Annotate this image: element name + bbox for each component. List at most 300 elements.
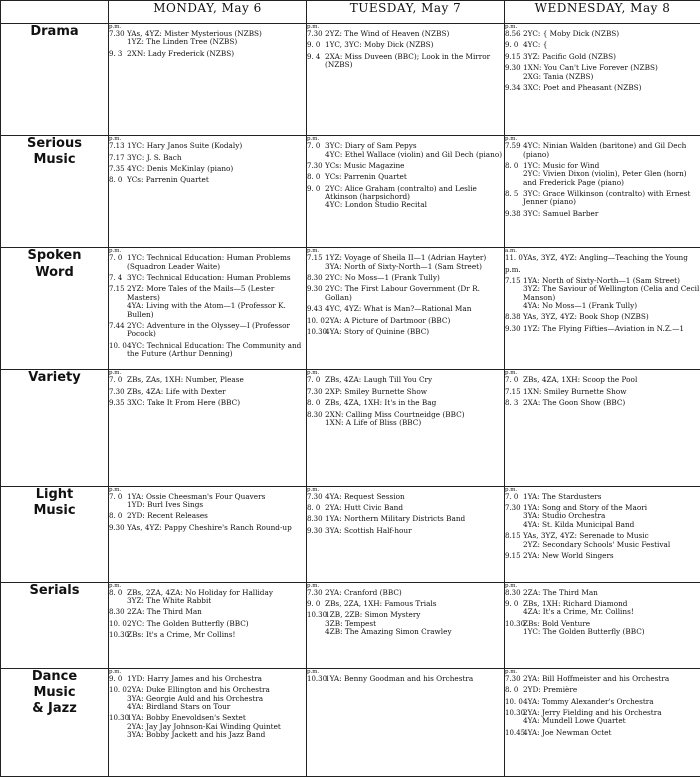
program-title: ZBs, 4ZA: Life with Dexter [127, 386, 226, 396]
program-title: 4YA: Story of Quinine (BBC) [325, 327, 430, 337]
category-label [1, 370, 109, 486]
program-title: YAs, 3YZ, 4YZ: Serenade to Music [523, 531, 649, 541]
program-entry [109, 285, 306, 302]
program-time [307, 419, 325, 427]
program-entry [307, 201, 504, 209]
program-time: 7.15 [307, 254, 323, 263]
program-entry [505, 30, 700, 38]
period-marker: p.m. [505, 24, 518, 30]
program-entry [307, 285, 504, 302]
program-entry [505, 698, 700, 706]
program-entry [307, 399, 504, 407]
program-entry [505, 717, 700, 725]
program-time: 7.15 [505, 387, 521, 396]
program-entry [109, 512, 306, 520]
program-title: 1YA: Bobby Enevoldsen's Sextet [127, 713, 246, 723]
program-time: 7.30 [505, 503, 521, 512]
program-time: 7.44 [109, 322, 125, 331]
program-entry [505, 628, 700, 636]
program-time [505, 628, 523, 636]
category-row [1, 136, 700, 248]
program-entry [505, 552, 700, 560]
program-entry [307, 173, 504, 181]
category-label [1, 136, 109, 248]
program-time [307, 628, 325, 636]
program-title: ZBs: Bold Venture [523, 618, 591, 628]
program-time: 8. 0 [307, 399, 321, 408]
program-time [109, 597, 127, 605]
program-time: 7. 0 [109, 376, 123, 385]
program-time [505, 541, 523, 549]
program-title: 1YZ: The Linden Tree (NZBS) [127, 37, 238, 47]
day-header-tuesday: TUESDAY, May 7 [307, 1, 505, 24]
program-title: 1XN: A Life of Bliss (BBC) [325, 418, 422, 427]
period-marker: p.m. [109, 370, 122, 377]
program-entry [505, 254, 700, 262]
schedule-cell-tuesday [307, 24, 505, 136]
program-title: 1YC, 3YC: Moby Dick (NZBS) [325, 40, 434, 50]
program-entry [109, 399, 306, 407]
program-title: 2XP: Smiley Burnette Show [325, 386, 428, 396]
category-label-line: Music [33, 685, 76, 701]
program-time: 9.30 [505, 64, 521, 73]
program-time: 9.30 [307, 526, 323, 535]
program-title: 3YZ: Pacific Gold (NZBS) [523, 51, 616, 61]
schedule-cell-monday [109, 136, 307, 248]
program-entry [307, 30, 504, 38]
program-time [505, 512, 523, 520]
period-marker: p.m. [505, 370, 518, 377]
program-title: ZBs, 4ZA, 1XH: It's in the Bag [325, 398, 437, 408]
program-time: 10.30 [109, 714, 130, 723]
program-title [523, 266, 700, 274]
program-title: 4ZB: The Amazing Simon Crawley [325, 627, 452, 637]
program-entry [109, 524, 306, 532]
program-time: 8.30 [109, 608, 125, 617]
program-entry [109, 597, 306, 605]
program-time: 8.15 [505, 532, 521, 541]
category-row [1, 668, 700, 776]
program-entry [505, 170, 700, 187]
program-time: 8. 0 [109, 512, 123, 521]
schedule-cell-wednesday [505, 582, 700, 668]
program-time: 8.30 [307, 515, 323, 524]
program-title: 2YA: Duke Ellington and his Orchestra [127, 685, 270, 695]
period-marker: p.m. [505, 486, 518, 493]
schedule-cell-wednesday [505, 668, 700, 776]
program-entry [109, 254, 306, 271]
program-entry [505, 675, 700, 683]
program-time [109, 302, 127, 319]
program-title: 4YA: Joe Newman Octet [523, 727, 612, 737]
program-time: 9.30 [109, 523, 125, 532]
program-entry [109, 376, 306, 384]
program-title: 2ZA: The Third Man [523, 587, 598, 597]
program-time [505, 521, 523, 529]
program-title: 1ZB, 2ZB: Simon Mystery [325, 610, 421, 620]
program-time: 8. 0 [505, 161, 519, 170]
program-title: 4YC: London Studio Recital [325, 200, 427, 210]
program-entry [109, 322, 306, 339]
program-entry [307, 263, 504, 271]
program-entry [505, 302, 700, 310]
program-title: 2YC: Vivien Dixon (violin), Peter Glen (horn) and Frederick Page (piano) [523, 169, 687, 187]
schedule-cell-monday [109, 582, 307, 668]
program-time: 8.56 [505, 30, 521, 38]
schedule-cell-wednesday [505, 248, 700, 370]
program-time: 7. 0 [109, 254, 123, 263]
program-title: 2YA: Bill Hoffmeister and his Orchestra [523, 673, 670, 683]
program-title: ZBs, 1XH: Richard Diamond [523, 599, 628, 609]
program-time: 10. 0 [109, 686, 127, 695]
category-label-line: Drama [30, 24, 79, 39]
program-entry [505, 521, 700, 529]
program-time: 7.15 [109, 285, 125, 294]
corner-cell [1, 1, 109, 24]
day-header-wednesday: WEDNESDAY, May 8 [505, 1, 700, 24]
program-title: 2ZA: The Third Man [127, 607, 202, 617]
period-marker: p.m. [307, 136, 320, 143]
program-entry [307, 504, 504, 512]
day-header-monday: MONDAY, May 6 [109, 1, 307, 24]
program-title: 2YC: { Moby Dick (NZBS) [523, 29, 620, 38]
category-label-line: Light [35, 486, 74, 502]
program-time: 7. 0 [307, 376, 321, 385]
category-row [1, 486, 700, 582]
program-entry [109, 154, 306, 162]
program-time: 9. 0 [307, 600, 321, 609]
period-marker: p.m. [505, 668, 518, 675]
program-time [505, 170, 523, 187]
program-time [505, 608, 523, 616]
program-time: 9.30 [505, 324, 521, 333]
program-time: 9.30 [307, 285, 323, 294]
program-title: 4YC: Ethel Wallace (violin) and Gil Dech (piano) [325, 149, 503, 159]
program-title: 3YA: Studio Orchestra [523, 511, 606, 521]
program-title: 4YA: Mundell Lowe Quartet [523, 716, 626, 726]
program-entry [109, 675, 306, 683]
program-time: 10.45 [505, 728, 526, 737]
program-entry [505, 608, 700, 616]
program-entry [505, 285, 700, 302]
program-title: 1YZ: Voyage of Sheila II—1 (Adrian Hayter) [325, 253, 487, 263]
program-title: 1YC: The Golden Butterfly (BBC) [523, 627, 645, 637]
program-title: 2YZ: More Tales of the Mails—5 (Lester Masters) [127, 284, 275, 302]
program-time: 7. 0 [505, 376, 519, 385]
category-label-line: Variety [28, 370, 81, 386]
program-entry [505, 210, 700, 218]
program-entry [505, 388, 700, 396]
program-entry [307, 419, 504, 427]
program-title: 2YD: Première [523, 685, 578, 695]
program-time [505, 285, 523, 302]
program-time: 7.30 [307, 588, 323, 597]
program-title: 2XN: Calling Miss Courtneidge (BBC) [325, 409, 465, 419]
category-label-line: Music [33, 152, 76, 168]
schedule-cell-tuesday [307, 582, 505, 668]
category-label [1, 668, 109, 776]
program-title: 2YC: Alice Graham (contralto) and Leslie Atkinson (harpsichord) [325, 183, 477, 202]
program-entry [307, 162, 504, 170]
program-time: 7. 0 [505, 492, 519, 501]
program-entry [307, 376, 504, 384]
program-title: 2XA: Miss Duveen (BBC); Look in the Mirror (NZBS) [325, 51, 491, 70]
program-title: ZBs, 4ZA: Laugh Till You Cry [325, 375, 433, 385]
program-time: 10.30 [505, 619, 526, 628]
program-title: 2YA: Hutt Civic Band [325, 502, 404, 512]
program-title: 3YA: Scottish Half-hour [325, 525, 412, 535]
program-entry [307, 305, 504, 313]
program-time: 10. 0 [505, 697, 523, 706]
category-row [1, 24, 700, 136]
program-entry [109, 302, 306, 319]
period-marker: a.m. [505, 248, 517, 255]
schedule-cell-monday [109, 370, 307, 486]
schedule-cell-tuesday [307, 668, 505, 776]
program-time [505, 302, 523, 310]
period-marker: p.m. [109, 582, 122, 589]
program-time: 10.30 [505, 708, 526, 717]
period-marker: p.m. [109, 24, 122, 30]
program-title: YCs: Parrenin Quartet [325, 172, 407, 182]
program-entry [307, 41, 504, 49]
category-row [1, 370, 700, 486]
program-entry [505, 376, 700, 384]
program-entry [109, 274, 306, 282]
program-entry [109, 501, 306, 509]
program-time: 7.15 [505, 276, 521, 285]
program-time: 8.30 [307, 410, 323, 419]
category-label-line: Music [33, 502, 76, 518]
category-label [1, 24, 109, 136]
schedule-cell-tuesday [307, 486, 505, 582]
program-title: 1YA: Song and Story of the Maori [523, 502, 648, 512]
program-title: ZBs, 2ZA, 4ZA: No Holiday for Halliday [127, 587, 273, 597]
program-entry [505, 686, 700, 694]
category-row [1, 248, 700, 370]
program-time: 10.30 [307, 328, 328, 337]
program-title: 1YA: The Stardusters [523, 491, 602, 501]
program-title: 4YA: St. Kilda Municipal Band [523, 519, 635, 529]
program-time: 7.13 [109, 142, 125, 151]
program-entry [307, 589, 504, 597]
program-entry [109, 176, 306, 184]
category-label [1, 486, 109, 582]
program-entry [307, 274, 504, 282]
program-entry [505, 589, 700, 597]
category-label-line: Dance [31, 668, 78, 684]
program-entry [505, 73, 700, 81]
program-title: 4YA: Tommy Alexander's Orchestra [523, 696, 654, 706]
program-entry [505, 313, 700, 321]
program-time: 8. 0 [307, 503, 321, 512]
program-entry [505, 41, 700, 49]
program-title: 3YC: Diary of Sam Pepys [325, 141, 417, 151]
program-title: YAs, 3YZ, 4YZ: Angling—Teaching the Young [523, 253, 688, 263]
program-entry [307, 388, 504, 396]
program-entry [109, 631, 306, 639]
program-time: 9.15 [505, 52, 521, 61]
program-title: 3XC: Poet and Pheasant (NZBS) [523, 82, 642, 92]
program-title: 3YA: North of Sixty-North—1 (Sam Street) [325, 261, 482, 271]
schedule-cell-tuesday [307, 248, 505, 370]
program-entry [109, 50, 306, 58]
program-title: 1YA: Ossie Cheesman's Four Quavers [127, 491, 266, 501]
program-time: 7.30 [307, 387, 323, 396]
category-label-line: & Jazz [32, 701, 77, 717]
program-entry [109, 620, 306, 628]
program-entry [307, 328, 504, 336]
schedule-body [1, 24, 700, 777]
program-time: 8. 0 [307, 173, 321, 182]
program-title: 1XN: You Can't Live Forever (NZBS) [523, 63, 658, 73]
program-time [109, 723, 127, 731]
program-title: 4YC, 4YZ: What is Man?—Rational Man [325, 304, 472, 314]
period-marker: p.m. [109, 668, 122, 675]
program-entry [505, 190, 700, 207]
period-marker: p.m. [505, 136, 518, 143]
category-label-line: Word [35, 264, 74, 280]
program-title: 4YA: No Moss—1 (Frank Tully) [523, 300, 638, 310]
program-title: 2YC: Adventure in the Olyssey—I (Professor Pocock) [127, 321, 291, 339]
program-time: 10.30 [307, 611, 328, 620]
schedule-cell-wednesday [505, 24, 700, 136]
program-time: 7.30 [505, 674, 521, 683]
program-time: 7. 0 [307, 142, 321, 151]
schedule-cell-wednesday [505, 136, 700, 248]
program-title: 3YZ: The White Rabbit [127, 596, 212, 606]
program-title: ZBs: It's a Crime, Mr Collins! [127, 630, 236, 640]
program-entry [505, 541, 700, 549]
program-entry [505, 84, 700, 92]
period-marker: p.m. [505, 582, 518, 589]
program-time: 9. 3 [109, 49, 123, 58]
program-title: 3XC: Take It From Here (BBC) [127, 398, 241, 408]
program-title: 2YA: Jay Jay Johnson-Kai Winding Quintet [127, 721, 281, 731]
program-entry [307, 151, 504, 159]
program-time: 7.30 [307, 492, 323, 501]
program-entry [109, 703, 306, 711]
program-title: 4YC: Ninian Walden (baritone) and Gil Dech (piano) [523, 141, 687, 159]
program-entry [109, 38, 306, 46]
program-time [109, 695, 127, 703]
program-time: 9.35 [109, 399, 125, 408]
program-time: 7. 0 [109, 492, 123, 501]
program-time: 10.30 [307, 674, 328, 683]
program-time: 7.30 [307, 161, 323, 170]
program-title: 1YA: North of Sixty-North—1 (Sam Street) [523, 275, 680, 285]
program-entry [307, 53, 504, 70]
program-title: 4YA: Living with the Atom—1 (Professor K. Bullen) [127, 301, 286, 319]
program-time [109, 501, 127, 509]
program-time: 9.38 [505, 209, 521, 218]
schedule-cell-monday [109, 248, 307, 370]
program-entry [505, 493, 700, 501]
schedule-cell-wednesday [505, 370, 700, 486]
program-entry [505, 325, 700, 333]
program-title: 3YC: Technical Education: Human Problems [127, 273, 291, 283]
program-time: 8.30 [307, 274, 323, 283]
period-marker: p.m. [109, 248, 122, 255]
program-title: 1YD: Burl Ives Sings [127, 499, 204, 509]
program-time [307, 620, 325, 628]
program-title: 1YA: Northern Military Districts Band [325, 514, 466, 524]
program-entry [109, 165, 306, 173]
program-entry [307, 527, 504, 535]
program-title: 1YD: Harry James and his Orchestra [127, 673, 263, 683]
program-title: ZBs, 4ZA, 1XH: Scoop the Pool [523, 375, 638, 385]
program-title: 2YZ: Secondary Schools' Music Festival [523, 539, 671, 549]
program-time: 9. 0 [109, 674, 123, 683]
period-marker: p.m. [307, 486, 320, 493]
program-time: 9. 0 [505, 600, 519, 609]
program-title: 2YZ: The Wind of Heaven (NZBS) [325, 29, 450, 38]
program-title: 4YA: Birdland Stars on Tour [127, 701, 231, 711]
program-time: 8. 3 [505, 399, 519, 408]
program-time: 7.30 [109, 30, 125, 38]
program-title: 1YC: Technical Education: Human Problems (Squadron Leader Waite) [127, 253, 291, 271]
program-time: 10. 0 [109, 619, 127, 628]
program-title: 2YC: The First Labour Government (Dr R. Gollan) [325, 284, 480, 302]
program-entry [307, 317, 504, 325]
program-title: YAs, 4YZ: Mister Mysterious (NZBS) [127, 29, 262, 38]
period-marker: p.m. [307, 582, 320, 589]
program-title: 2YC: No Moss—1 (Frank Tully) [325, 273, 440, 283]
program-time: 9. 0 [307, 41, 321, 50]
program-entry [109, 388, 306, 396]
program-entry [505, 53, 700, 61]
program-entry [307, 675, 504, 683]
program-title: 3ZB: Tempest [325, 618, 377, 628]
program-time: 10. 0 [109, 341, 127, 350]
program-entry [109, 608, 306, 616]
program-time: 7. 4 [109, 274, 123, 283]
program-time: 10. 0 [307, 316, 325, 325]
period-marker: p.m. [307, 370, 320, 377]
program-title: 2XA: The Goon Show (BBC) [523, 398, 626, 408]
program-time: 9.15 [505, 551, 521, 560]
program-title: 4YA: Request Session [325, 491, 405, 501]
program-title: 1YZ: The Flying Fifties—Aviation in N.Z.—1 [523, 323, 685, 333]
program-entry [307, 493, 504, 501]
program-time [505, 717, 523, 725]
program-title: 3YC: Grace Wilkinson (contralto) with Ernest Jenner (piano) [523, 189, 691, 207]
program-entry [505, 729, 700, 737]
schedule-cell-tuesday [307, 136, 505, 248]
program-title: ZBs, 2ZA, 1XH: Famous Trials [325, 599, 437, 609]
program-time: 7.35 [109, 164, 125, 173]
program-title: 4YC: Denis McKinlay (piano) [127, 163, 234, 173]
program-time: 10.30 [109, 631, 130, 640]
program-title: YAs, 4YZ: Pappy Cheshire's Ranch Round-up [127, 522, 292, 532]
program-time: 9. 4 [307, 52, 321, 61]
program-time: 8. 5 [505, 190, 519, 199]
program-time: p.m. [505, 265, 521, 274]
program-time: 9.43 [307, 305, 323, 314]
program-entry [505, 266, 700, 274]
program-entry [307, 600, 504, 608]
program-title: YCs: Parrenin Quartet [127, 175, 209, 185]
program-title: 2YD: Recent Releases [127, 511, 208, 521]
category-label-line: Spoken [27, 248, 82, 264]
program-title: 1YA: Benny Goodman and his Orchestra [325, 673, 474, 683]
program-title: 4ZA: It's a Crime, Mr. Collins! [523, 607, 634, 617]
category-label [1, 248, 109, 370]
program-title: 2YA: Cranford (BBC) [325, 587, 402, 597]
program-time: 9. 0 [505, 41, 519, 50]
program-title: 2YA: New World Singers [523, 550, 614, 560]
period-marker: p.m. [109, 486, 122, 493]
